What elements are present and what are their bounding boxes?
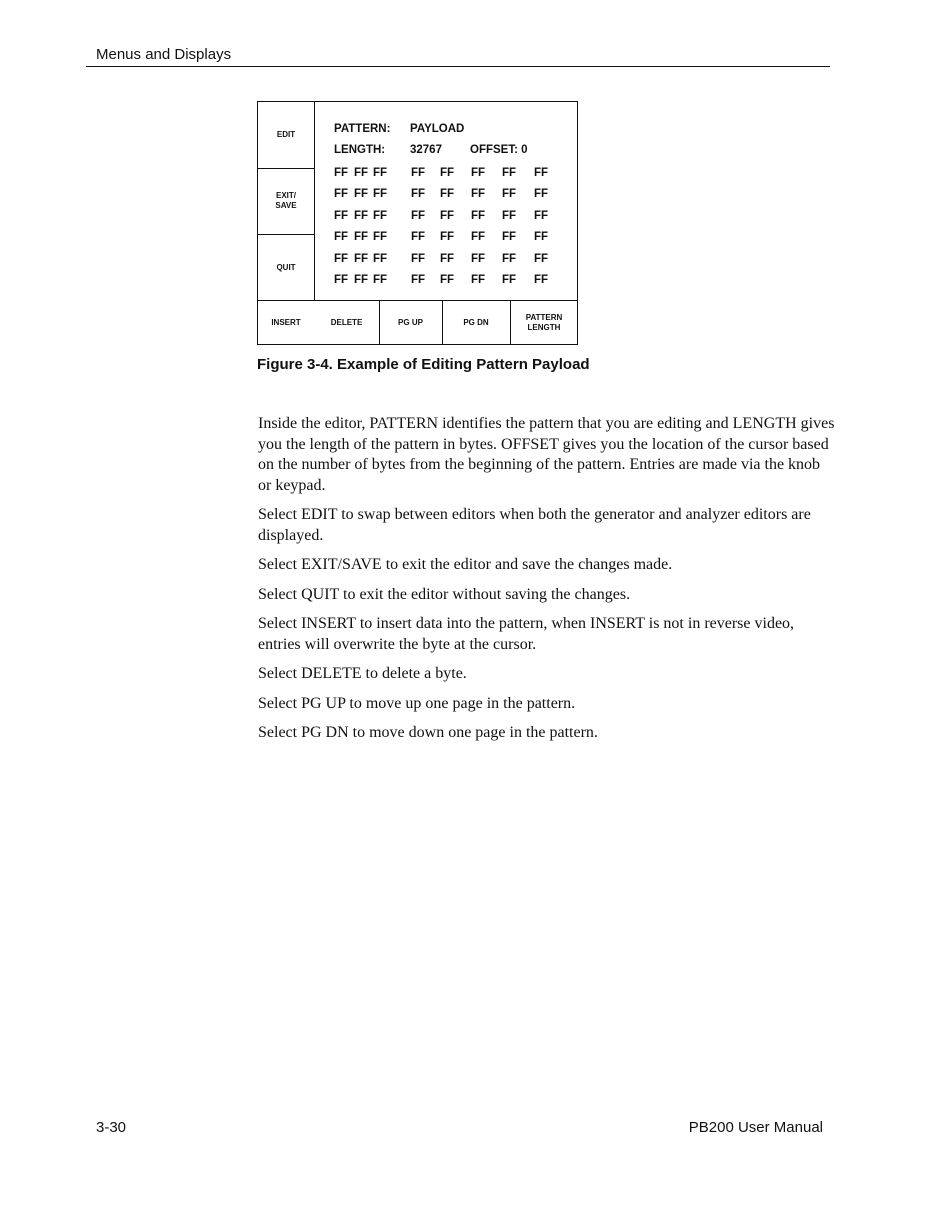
- byte-cell: FF: [440, 167, 455, 179]
- byte-cell: FF: [471, 231, 486, 244]
- byte-cell: FF: [334, 231, 349, 244]
- byte-cell: FF: [411, 209, 426, 222]
- pattern-value: PAYLOAD: [410, 123, 465, 135]
- exit-save-label-line2: SAVE: [275, 201, 297, 210]
- softkey-divider: [258, 168, 314, 169]
- manual-title: PB200 User Manual: [688, 1119, 823, 1136]
- delete-softkey[interactable]: DELETE: [330, 318, 363, 327]
- byte-cell: FF: [354, 209, 369, 222]
- byte-cell: FF: [440, 209, 455, 222]
- length-label: LENGTH:: [334, 144, 386, 156]
- paragraph: Select EXIT/SAVE to exit the editor and save the changes made.: [258, 556, 673, 573]
- byte-cell: FF: [440, 188, 455, 201]
- bottom-softkey-divider: [258, 300, 578, 301]
- byte-cell: FF: [373, 167, 388, 179]
- paragraph: Select QUIT to exit the editor without saving the changes.: [258, 585, 631, 603]
- length-value: 32767: [410, 144, 442, 156]
- body-text: [258, 414, 836, 753]
- byte-cell: FF: [354, 188, 369, 201]
- edit-softkey[interactable]: EDIT: [276, 130, 296, 139]
- byte-cell: FF: [502, 209, 517, 222]
- page-up-softkey[interactable]: PG UP: [398, 318, 423, 327]
- byte-cell: FF: [440, 231, 455, 244]
- page-number: 3-30: [96, 1119, 127, 1136]
- pattern-editor-figure: [257, 101, 578, 345]
- paragraph: Select INSERT to insert data into the pattern, when INSERT is not in reverse video, entries will overwrite the byte at the cursor.: [258, 615, 795, 653]
- offset-readout: OFFSET: 0: [470, 144, 528, 156]
- byte-cell: FF: [373, 231, 388, 244]
- byte-cell: FF: [471, 209, 486, 222]
- byte-cell: FF: [502, 167, 517, 179]
- byte-cell: FF: [502, 231, 517, 244]
- pattern-length-label-line1: PATTERN: [525, 313, 563, 322]
- figure-caption: Figure 3-4. Example of Editing Pattern Payload: [257, 356, 590, 373]
- byte-cell: FF: [411, 252, 426, 265]
- byte-cell: FF: [373, 188, 388, 201]
- exit-save-label-line1: EXIT/: [275, 191, 296, 200]
- byte-cell: FF: [334, 252, 349, 265]
- paragraph: Select PG UP to move up one page in the pattern.: [258, 694, 576, 712]
- byte-cell: FF: [373, 252, 388, 265]
- byte-cell: FF: [373, 274, 388, 287]
- softkey-divider: [258, 234, 314, 235]
- exit-save-softkey[interactable]: [258, 191, 314, 211]
- byte-cell: FF: [471, 252, 486, 265]
- byte-cell: FF: [334, 167, 349, 179]
- pattern-length-label-line2: LENGTH: [527, 323, 561, 332]
- softkey-column-divider: [314, 102, 315, 300]
- paragraph: Select PG DN to move down one page in the pattern.: [258, 724, 598, 741]
- byte-cell: FF: [534, 209, 549, 222]
- byte-cell: FF: [471, 188, 486, 201]
- byte-cell: FF: [411, 231, 426, 244]
- byte-grid: [334, 163, 554, 291]
- paragraph: Select DELETE to delete a byte.: [258, 665, 467, 682]
- byte-cell: FF: [411, 167, 426, 179]
- byte-cell: FF: [440, 274, 455, 287]
- paragraph: Inside the editor, PATTERN identifies the pattern that you are editing and LENGTH gives you the length of the pattern in bytes. OFFSET gives you the location of the cursor based on the number of bytes from the beginning of the pattern. Entries are made via the knob or keypad.: [258, 415, 835, 494]
- byte-cell: FF: [502, 188, 517, 201]
- byte-cell: FF: [411, 274, 426, 287]
- page-down-softkey[interactable]: PG DN: [463, 318, 489, 327]
- section-header: Menus and Displays: [96, 46, 232, 63]
- byte-cell: FF: [534, 167, 549, 179]
- byte-cell: FF: [373, 209, 388, 222]
- byte-cell: FF: [354, 252, 369, 265]
- byte-cell: FF: [534, 188, 549, 201]
- header-rule: [86, 66, 830, 67]
- byte-cell: FF: [502, 252, 517, 265]
- byte-cell: FF: [471, 167, 486, 179]
- byte-cell: FF: [334, 188, 349, 201]
- byte-cell: FF: [334, 209, 349, 222]
- byte-cell: FF: [502, 274, 517, 287]
- pattern-label: PATTERN:: [334, 123, 391, 135]
- insert-softkey[interactable]: INSERT: [271, 318, 301, 327]
- byte-cell: FF: [354, 167, 369, 179]
- byte-cell: FF: [334, 274, 349, 287]
- byte-cell: FF: [471, 274, 486, 287]
- pattern-length-softkey[interactable]: [510, 313, 578, 333]
- byte-cell: FF: [534, 231, 549, 244]
- byte-cell: FF: [354, 231, 369, 244]
- paragraph: Select EDIT to swap between editors when both the generator and analyzer editors are displayed.: [258, 506, 811, 544]
- byte-cell: FF: [534, 252, 549, 265]
- byte-cell: FF: [354, 274, 369, 287]
- byte-cell: FF: [534, 274, 549, 287]
- byte-cell: FF: [411, 188, 426, 201]
- quit-softkey[interactable]: QUIT: [276, 263, 296, 272]
- byte-cell: FF: [440, 252, 455, 265]
